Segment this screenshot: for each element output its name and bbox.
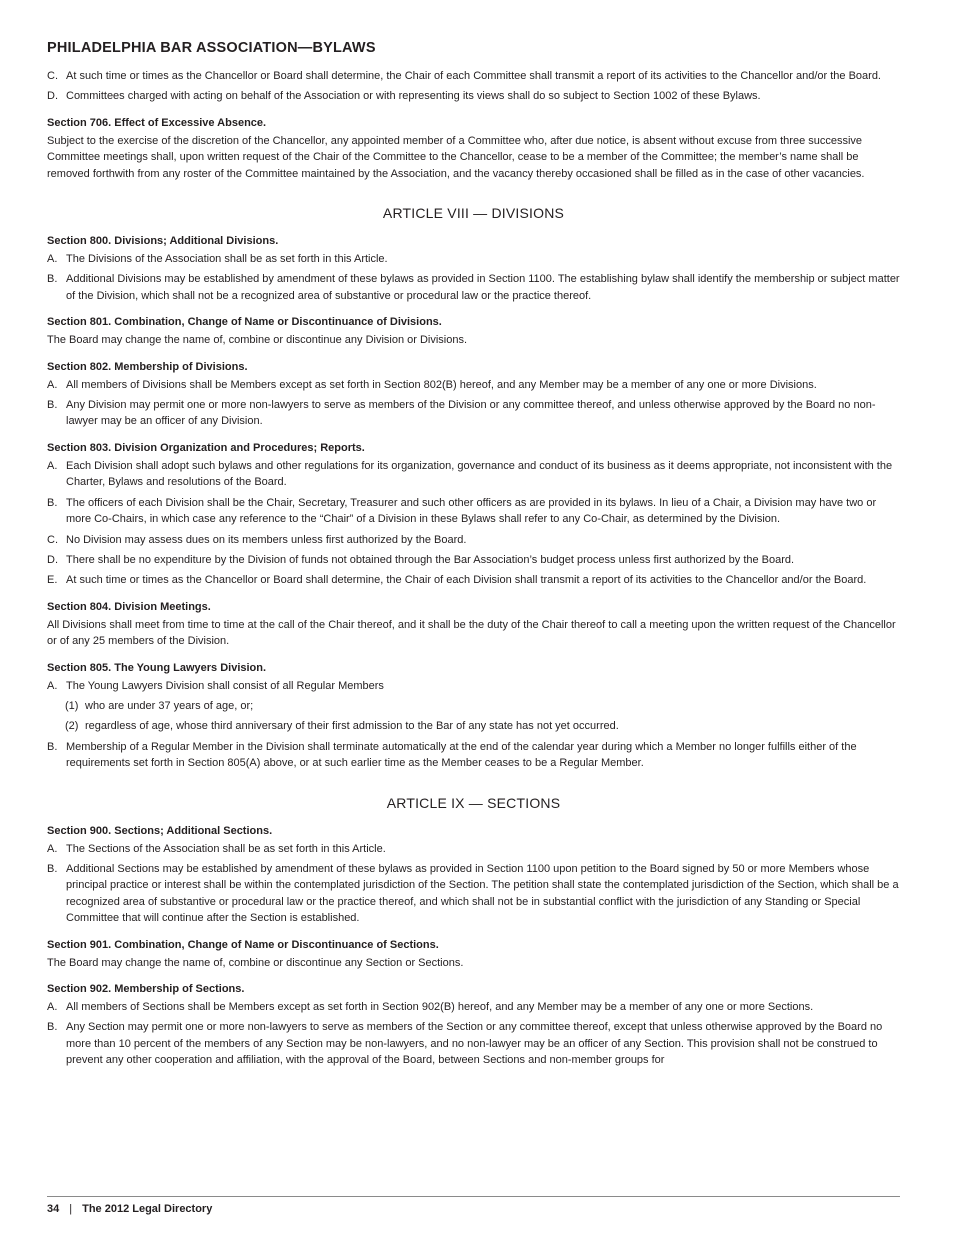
section-body: The Board may change the name of, combine or discontinue any Section or Sections. (47, 956, 464, 969)
list-item: A. The Young Lawyers Division shall consist of all Regular Members (47, 679, 384, 692)
section-title: Section 900. Sections; Additional Sections. (47, 824, 273, 837)
list-item: B. Any Section may permit one or more non-lawyers to serve as members of the Section or any committee thereof, except that unless otherwise approved by the Board no more than 10 percent of the members of any Section may be non-lawyers, and no non-lawyer may be an officer of any Section. This provision shall not be construed to prevent any other cooperation and affiliation, with the approval of the Board, between Sections and non-member groups for (47, 1021, 883, 1067)
section-body: Subject to the exercise of the discretion of the Chancellor, any appointed member of a Committee who, after due notice, is absent without excuse from three successive Committee meetings shall, upon written request of the Chair of the Committee to the Chancellor, cease to be a member of the Committee; the member’s name shall be removed forthwith from any roster of the Committee maintained by the Association, and the vacancy thereby occasioned shall be filled as in the case of other vacancies. (47, 134, 865, 180)
list-item: C. At such time or times as the Chancellor or Board shall determine, the Chair of each Committee shall transmit a report of its activities to the Chancellor and/or the Board. (47, 70, 881, 82)
section-title: Section 902. Membership of Sections. (47, 983, 245, 995)
list-item: B. Additional Sections may be established by amendment of these bylaws as provided in Section 1100 upon petition to the Board signed by 50 or more Members whose principal practice or interest shall be within the contemplated jurisdiction of the Section. The petition shall state the contemplated jurisdiction of the Section, which shall be a recognized area of substantive or procedural law or the practice thereof, and which shall not be in substantial conflict with the jurisdiction of any Standing or Special Committee that will continue after the Section is established. (47, 862, 899, 925)
section-body: The Board may change the name of, combine or discontinue any Division or Divisions. (47, 334, 468, 347)
sub-list-item: (2) regardless of age, whose third anniversary of their first admission to the Bar of any state has not yet occurred. (65, 720, 619, 733)
section-title: Section 901. Combination, Change of Name or Discontinuance of Sections. (47, 938, 439, 951)
list-item: C. No Division may assess dues on its members unless first authorized by the Board. (47, 533, 467, 546)
running-head: PHILADELPHIA BAR ASSOCIATION—BYLAWS (47, 40, 376, 56)
article-heading: ARTICLE IX — SECTIONS (386, 794, 561, 811)
section-title: Section 801. Combination, Change of Name or Discontinuance of Divisions. (47, 316, 442, 329)
page-content (47, 40, 900, 1073)
list-item: A. All members of Divisions shall be Members except as set forth in Section 802(B) hereof, and any Member may be a member of any one or more Divisions. (47, 378, 817, 391)
list-item: A. The Sections of the Association shall be as set forth in this Article. (47, 842, 386, 855)
list-item: B. The officers of each Division shall be the Chair, Secretary, Treasurer and such other officers as are provided in its bylaws. In lieu of a Chair, a Division may have two or more Co-Chairs, in which case any reference to the “Chair” of a Division in these Bylaws shall refer to any Co-Chair, as determined by the Division. (47, 496, 877, 526)
section-title: Section 803. Division Organization and Procedures; Reports. (47, 441, 365, 454)
section-title: Section 800. Divisions; Additional Divisions. (47, 235, 279, 248)
list-item: A. The Divisions of the Association shall be as set forth in this Article. (47, 253, 388, 266)
publication-title: The 2012 Legal Directory (82, 1203, 213, 1215)
list-item: B. Additional Divisions may be established by amendment of these bylaws as provided in Section 1100. The establishing bylaw shall identify the membership or subject matter of the Division, which shall not be a recognized area of substantive or procedural law or the practice thereof. (47, 273, 900, 302)
sub-list-item: (1) who are under 37 years of age, or; (65, 699, 254, 712)
list-item: E. At such time or times as the Chancellor or Board shall determine, the Chair of each Division shall transmit a report of its activities to the Chancellor and/or the Board. (47, 574, 867, 587)
page-number: 34 (47, 1203, 60, 1215)
list-item: D. There shall be no expenditure by the Division of funds not obtained through the Bar Association’s budget process unless first authorized by the Board. (47, 553, 795, 566)
list-item: A. All members of Sections shall be Members except as set forth in Section 902(B) hereof, and any Member may be a member of any one or more Sections. (47, 1001, 814, 1013)
footer-separator: | (69, 1203, 73, 1215)
list-item: B. Any Division may permit one or more non-lawyers to serve as members of the Division or any committee thereof, and unless otherwise approved by the Board no non-lawyer may be an officer of any Division. (47, 399, 876, 428)
list-item: B. Membership of a Regular Member in the Division shall terminate automatically at the end of the calendar year during which a Member no longer fulfills either of the requirements set forth in Section 805(A) above, or at such earlier time as the Member ceases to be a Regular Member. (47, 740, 857, 770)
section-title: Section 706. Effect of Excessive Absence. (47, 116, 267, 129)
section-title: Section 804. Division Meetings. (47, 600, 211, 613)
list-item: A. Each Division shall adopt such bylaws and other regulations for its organization, governance and conduct of its business as it deems appropriate, not inconsistent with the Charter, Bylaws and resolutions of the Board. (47, 459, 893, 489)
list-item: D. Committees charged with acting on behalf of the Association or with representing its views shall do so subject to Section 1002 of these Bylaws. (47, 90, 761, 103)
article-heading: ARTICLE VIII — DIVISIONS (382, 205, 565, 222)
section-title: Section 802. Membership of Divisions. (47, 360, 248, 373)
section-body: All Divisions shall meet from time to time at the call of the Chair thereof, and it shall be the duty of the Chair thereof to call a meeting upon the written request of the Chancellor or of any 25 members of the Division. (47, 618, 896, 648)
section-title: Section 805. The Young Lawyers Division. (47, 661, 267, 674)
page-footer (47, 1196, 900, 1215)
